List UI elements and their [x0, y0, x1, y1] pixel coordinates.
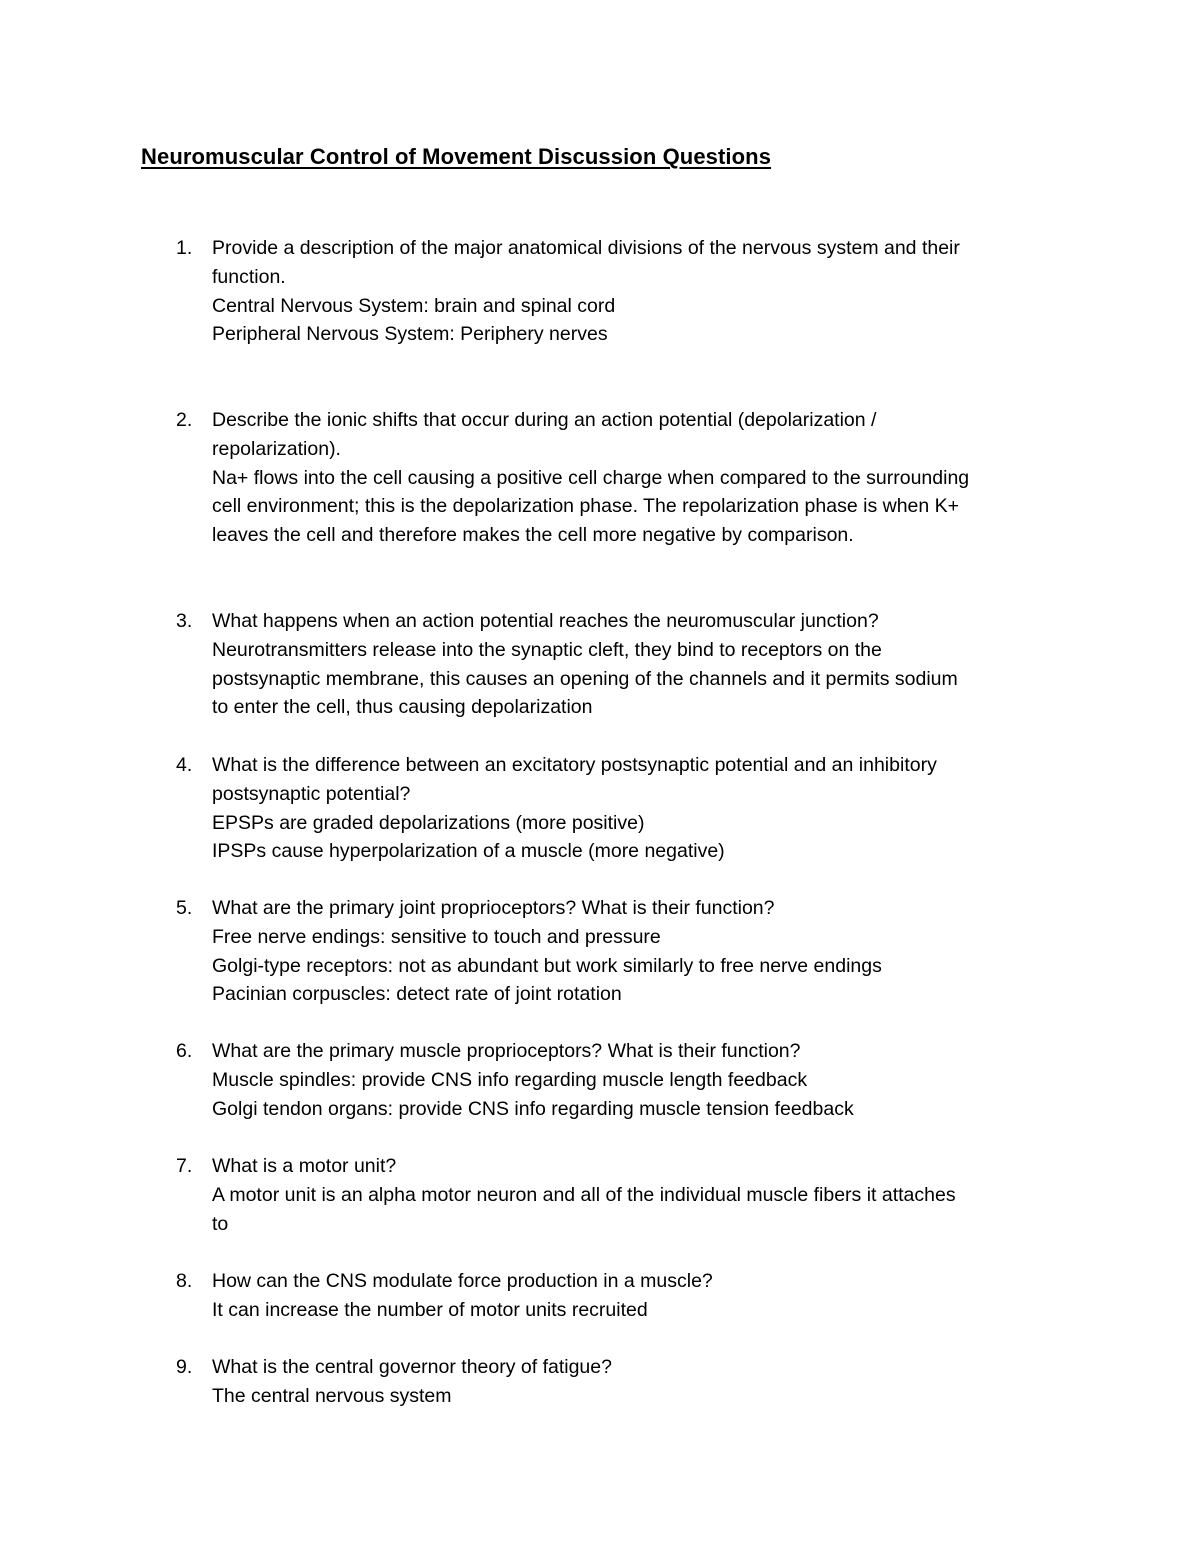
question-item-4 [176, 751, 1076, 866]
question-body [212, 234, 1076, 349]
question-number: 7. [176, 1155, 193, 1177]
question-body [212, 1037, 1076, 1123]
question-number: 4. [176, 754, 193, 776]
answer-text: Golgi-type receptors: not as abundant but work similarly to free nerve endings [212, 954, 882, 977]
question-item-9 [176, 1353, 1076, 1411]
question-body [212, 406, 1076, 550]
answer-text: Muscle spindles: provide CNS info regarding muscle length feedback [212, 1068, 808, 1091]
question-text: repolarization). [212, 437, 341, 460]
question-text: Provide a description of the major anatomical divisions of the nervous system and their [212, 237, 960, 259]
answer-text: It can increase the number of motor units recruited [212, 1298, 648, 1321]
question-body [212, 1152, 1076, 1238]
question-text: What is the difference between an excitatory postsynaptic potential and an inhibitory [212, 754, 937, 776]
answer-text: IPSPs cause hyperpolarization of a muscle (more negative) [212, 840, 725, 863]
question-body [212, 1353, 1076, 1411]
answer-text: EPSPs are graded depolarizations (more positive) [212, 811, 645, 834]
question-item-7 [176, 1152, 1076, 1238]
question-text: Describe the ionic shifts that occur during an action potential (depolarization / [212, 409, 877, 431]
answer-text: Free nerve endings: sensitive to touch and pressure [212, 925, 661, 948]
question-text: What are the primary joint proprioceptors? What is their function? [212, 897, 775, 919]
question-text: postsynaptic potential? [212, 782, 411, 805]
answer-text: Central Nervous System: brain and spinal cord [212, 294, 616, 317]
question-text: What happens when an action potential reaches the neuromuscular junction? [212, 610, 879, 632]
answer-text: to enter the cell, thus causing depolarization [212, 696, 593, 719]
answer-text: cell environment; this is the depolarization phase. The repolarization phase is when K+ [212, 495, 960, 518]
question-text: What is a motor unit? [212, 1155, 397, 1177]
question-number: 3. [176, 610, 193, 632]
question-number: 6. [176, 1040, 193, 1062]
answer-text: postsynaptic membrane, this causes an opening of the channels and it permits sodium [212, 667, 958, 690]
question-text: function. [212, 265, 286, 288]
question-item-2 [176, 406, 1076, 550]
answer-text: to [212, 1212, 229, 1235]
answer-text: Neurotransmitters release into the synaptic cleft, they bind to receptors on the [212, 638, 882, 661]
question-text: What is the central governor theory of fatigue? [212, 1356, 612, 1378]
question-body [212, 607, 1076, 722]
question-item-5 [176, 894, 1076, 1009]
question-text: How can the CNS modulate force production in a muscle? [212, 1270, 713, 1292]
question-item-6 [176, 1037, 1076, 1123]
answer-text: Pacinian corpuscles: detect rate of joint rotation [212, 983, 622, 1006]
answer-text: leaves the cell and therefore makes the cell more negative by comparison. [212, 524, 854, 547]
answer-text: Golgi tendon organs: provide CNS info regarding muscle tension feedback [212, 1097, 854, 1120]
question-number: 5. [176, 897, 193, 919]
question-body [212, 894, 1076, 1009]
question-item-1 [176, 234, 1076, 349]
question-number: 2. [176, 409, 193, 431]
question-body [212, 751, 1076, 866]
question-number: 1. [176, 237, 193, 259]
answer-text: Peripheral Nervous System: Periphery nerves [212, 323, 608, 346]
question-item-8 [176, 1267, 1076, 1325]
page-title: Neuromuscular Control of Movement Discussion Questions [141, 144, 772, 169]
answer-text: A motor unit is an alpha motor neuron and all of the individual muscle fibers it attaches [212, 1183, 956, 1206]
question-number: 8. [176, 1270, 193, 1292]
answer-text: Na+ flows into the cell causing a positive cell charge when compared to the surrounding [212, 466, 970, 489]
question-body [212, 1267, 1076, 1325]
question-text: What are the primary muscle proprioceptors? What is their function? [212, 1040, 801, 1062]
question-number: 9. [176, 1356, 193, 1378]
question-item-3 [176, 607, 1076, 722]
answer-text: The central nervous system [212, 1384, 452, 1407]
